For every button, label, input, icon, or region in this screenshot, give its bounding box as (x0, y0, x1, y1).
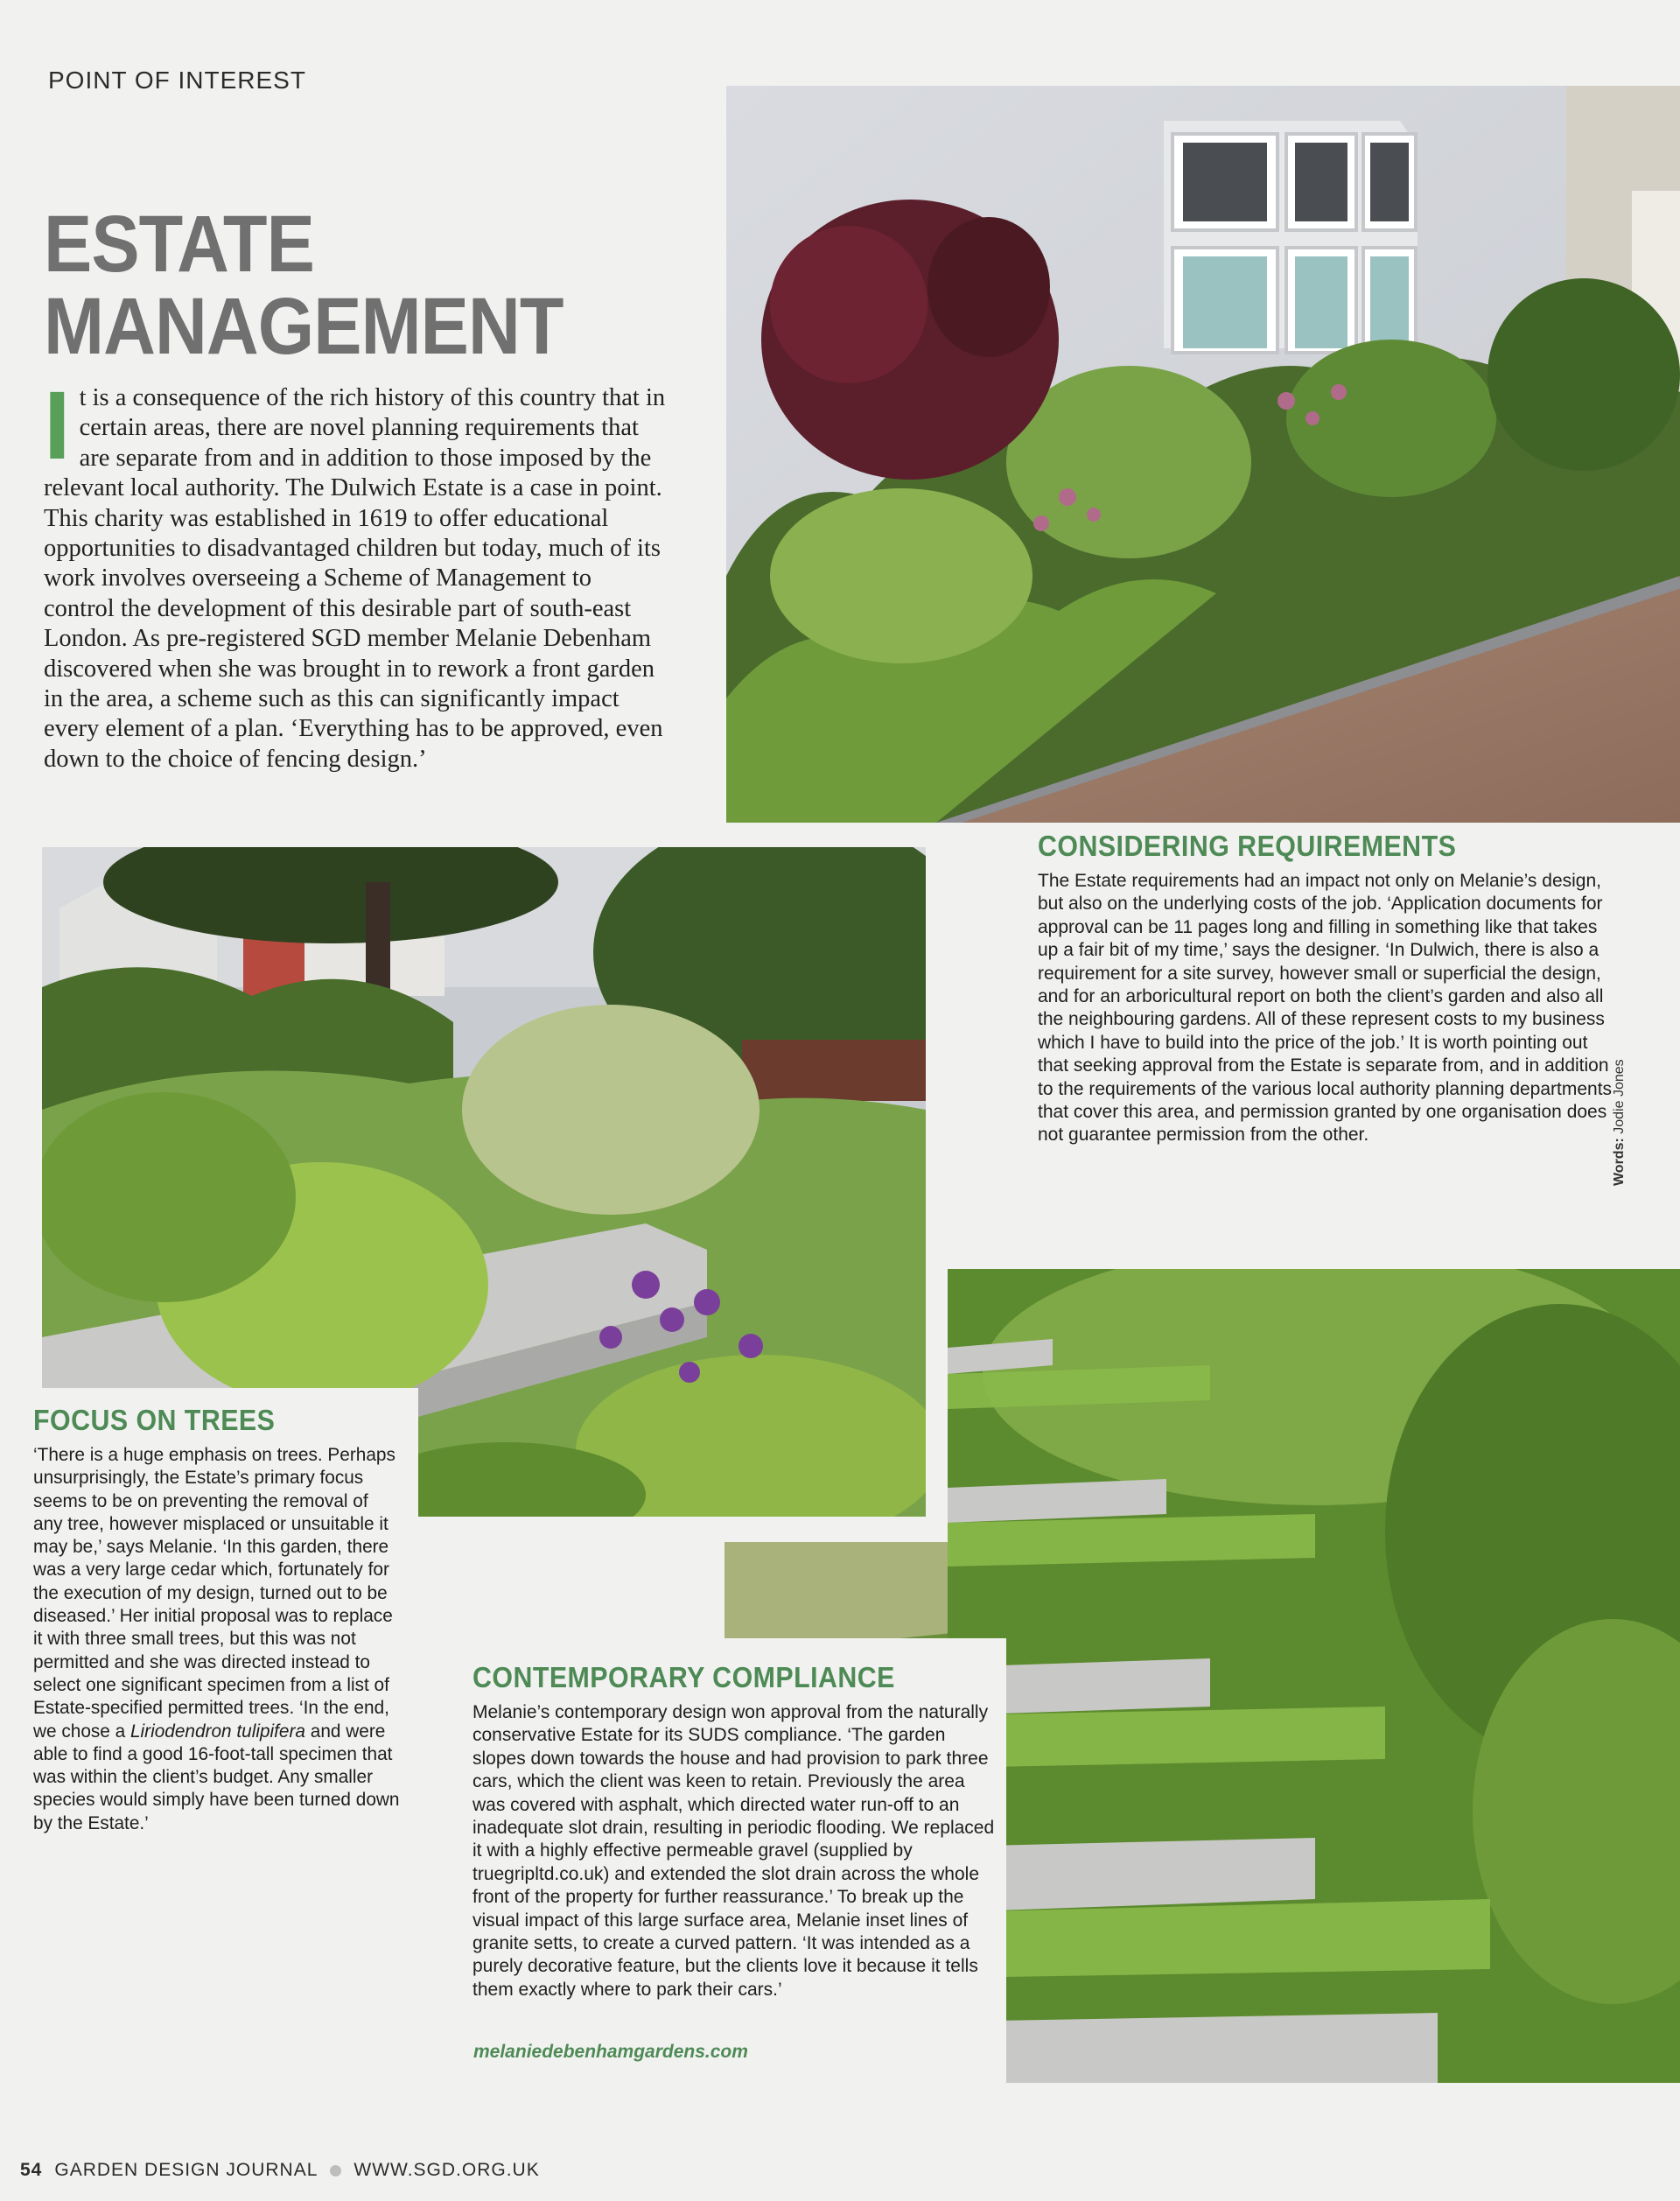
headline (44, 200, 564, 371)
designer-website-link[interactable]: melaniedebenhamgardens.com (473, 2042, 748, 2062)
considering-body: The Estate requirements had an impact not only on Melanie’s design, but also on the underlying costs of the job. ‘Application documents for approval can be 11 pages long and filling in something like that takes up a fair bit of my time,’ says the designer. ‘In Dulwich, there is also a requirement for a site survey, however small or superficial the design, and for an arboricultural report on both the client’s garden and also all the neighbouring gardens. All of these represent costs to my business which I have to build into the price of the job.’ It is worth pointing out that seeking approval from the Estate is separate from, and in addition to the requirements of the various local authority planning departments that cover this area, and permission granted by one organisation does not guarantee permission from the other. (1038, 871, 1613, 1146)
photo-stepping-stones (948, 1269, 1680, 2083)
trees-body-part-2: and were able to find a good 16-foot-tall specimen that was within the client’s budget. Any smaller species would simply have been turned down by the Estate.’ (33, 1721, 400, 1833)
considering-heading: CONSIDERING REQUIREMENTS (1038, 830, 1457, 862)
contemporary-compliance-box (460, 1638, 1006, 2090)
considering-requirements-box (1013, 823, 1628, 1210)
photo-house-front-planting (726, 86, 1680, 823)
trees-heading: FOCUS ON TREES (33, 1404, 276, 1436)
page-number: 54 (20, 2160, 43, 2180)
credit-label: Words: (1612, 1138, 1627, 1186)
page-footer (20, 2160, 540, 2181)
compliance-heading: CONTEMPORARY COMPLIANCE (472, 1661, 895, 1693)
section-label: POINT OF INTEREST (48, 67, 306, 94)
credit-name: Jodie Jones (1612, 1059, 1627, 1134)
separator-dot-icon (330, 2165, 341, 2176)
intro-paragraph (44, 372, 667, 775)
intro-text: t is a consequence of the rich history of this country that in certain areas, there are novel planning requirements that are separate from and in addition to those imposed by the relevant local authority. The Dulwich Estate is a case in point. This charity was established in 1619 to offer educational opportunities to disadvantaged children but today, much of its work involves overseeing a Scheme of Management to control the development of this desirable part of south-east London. As pre-registered SGD member Melanie Debenham discovered when she was brought in to rework a front garden in the area, a scheme such as this can significantly impact every element of a plan. ‘Everything has to be approved, even down to the choice of fencing design.’ (44, 384, 666, 773)
trees-body-part-1: ‘There is a huge emphasis on trees. Perhaps unsurprisingly, the Estate’s primary focus seems to be on preventing the removal of any tree, however misplaced or unsuitable it may be,’ says Melanie. ‘In this garden, there was a very large cedar which, fortunately for the execution of my design, turned out to be diseased.’ Her initial proposal was to replace it with three small trees, but this was not permitted and she was directed instead to select one significant specimen from a list of Estate-specified permitted trees. ‘In the end, we chose a (33, 1445, 396, 1742)
compliance-body: Melanie’s contemporary design won approval from the naturally conservative Estate for its SUDS compliance. ‘The garden slopes down towards the house and had provision to park three cars, which the client was keen to retain. Previously the area was covered with asphalt, which directed water run-off to an inadequate slot drain, resulting in periodic flooding. We replaced it with a highly effective permeable gravel (supplied by truegripltd.co.uk) and extended the slot drain across the whole front of the property for further reassurance.’ To break up the visual impact of this large surface area, Melanie inset lines of granite setts, to create a curved pattern. ‘It was intended as a purely decorative feature, but the clients love it because it tells them exactly where to park their cars.’ (472, 1702, 995, 2000)
focus-on-trees-box (19, 1388, 418, 2016)
author-credit (1612, 1059, 1628, 1186)
headline-line-1: ESTATE (44, 200, 314, 289)
trees-body-species: Liriodendron tulipifera (130, 1721, 305, 1742)
headline-line-2: MANAGEMENT (44, 282, 564, 371)
trees-body (33, 1444, 401, 1835)
publication-name: GARDEN DESIGN JOURNAL (54, 2160, 318, 2180)
footer-website[interactable]: WWW.SGD.ORG.UK (354, 2160, 540, 2180)
drop-cap: I (44, 372, 71, 480)
